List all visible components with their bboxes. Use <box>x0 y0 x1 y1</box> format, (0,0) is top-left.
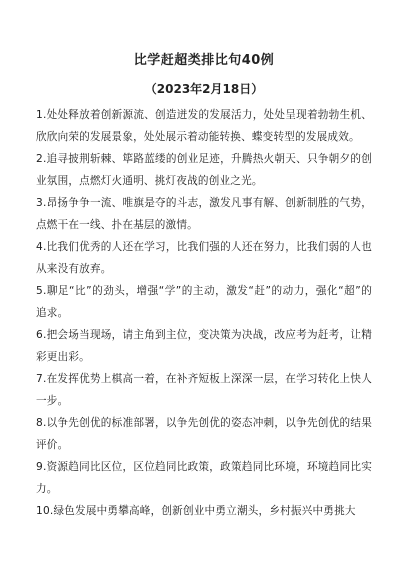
list-item: 10.绿色发展中勇攀高峰，创新创业中勇立潮头，乡村振兴中勇挑大 <box>36 505 356 517</box>
list-item: 7.在发挥优势上棋高一着，在补齐短板上深深一层，在学习转化上快人一步。 <box>36 373 372 407</box>
list-item: 6.把会场当现场，请主角到主位，变决策为决战，改应考为赶考，让精彩更出彩。 <box>36 329 372 363</box>
document-date: （2023年2月18日） <box>144 82 264 96</box>
list-item: 1.处处释放着创新源流、创造迸发的发展活力，处处呈现着勃勃生机、欣欣向荣的发展景象，处处展示着动能转换、蝶变转型的发展成效。 <box>36 109 372 143</box>
list-item: 3.昂扬争争一流、唯旗是夺的斗志，激发凡事有解、创新制胜的气势，点燃干在一线、扑在基层的激情。 <box>36 197 372 231</box>
document-title: 比学赶超类排比句40例 <box>133 53 275 68</box>
list-item: 8.以争先创优的标准部署，以争先创优的姿态冲刺，以争先创优的结果评价。 <box>36 417 372 451</box>
sentence-list <box>36 104 372 522</box>
list-item: 5.聊足“比”的劲头，增强“学”的主动，激发“赶”的动力，强化“超”的追求。 <box>36 285 372 319</box>
list-item: 4.比我们优秀的人还在学习，比我们强的人还在努力，比我们弱的人也从来没有放弃。 <box>36 241 372 275</box>
list-item: 9.资源趋同比区位，区位趋同比政策，政策趋同比环境，环境趋同比实力。 <box>36 461 372 495</box>
list-item: 2.追寻披荆斩棘、筚路蓝缕的创业足迹，升腾热火朝天、只争朝夕的创业氛围，点燃灯火通明、挑灯夜战的创业之光。 <box>36 153 372 187</box>
